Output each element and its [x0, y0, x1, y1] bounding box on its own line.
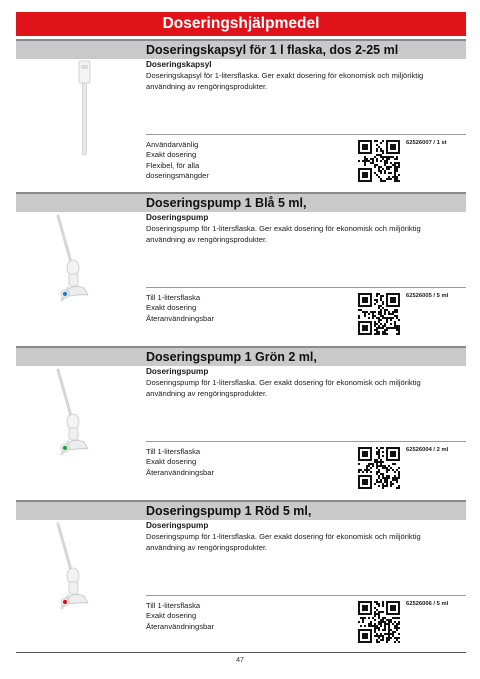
product-image — [38, 518, 108, 628]
footer-divider — [16, 652, 466, 653]
qr-code — [358, 140, 400, 182]
feature-item: Till 1-litersflaska — [146, 601, 201, 610]
feature-item: Återanvändningsbar — [146, 467, 214, 477]
product-features — [146, 293, 214, 324]
product-section — [16, 346, 466, 496]
product-subtitle: Doseringspump — [146, 213, 209, 222]
feature-item: Exakt dosering — [146, 303, 197, 313]
article-number: 62526007 / 1 st — [406, 140, 447, 146]
product-header — [16, 39, 466, 59]
feature-item: Exakt dosering — [146, 611, 197, 621]
product-description: Doseringspump för 1-litersflaska. Ger exakt dosering för ekonomisk och miljöriktig användning av rengöringsprodukter. — [146, 532, 421, 552]
feature-item: Återanvändningsbar — [146, 313, 214, 323]
product-header — [16, 346, 466, 366]
product-header — [16, 500, 466, 520]
page-number: 47 — [236, 657, 244, 664]
feature-item: doseringsmängder — [146, 171, 209, 181]
feature-item: Exakt dosering — [146, 457, 197, 467]
divider — [146, 134, 466, 135]
product-subtitle: Doseringspump — [146, 367, 209, 376]
product-features — [146, 447, 214, 478]
product-image — [38, 57, 108, 167]
product-header — [16, 192, 466, 212]
product-image — [38, 364, 108, 474]
product-description: Doseringspump för 1-litersflaska. Ger exakt dosering för ekonomisk och miljöriktig användning av rengöringsprodukter. — [146, 378, 421, 398]
qr-code — [358, 293, 400, 335]
product-section — [16, 500, 466, 650]
product-title: Doseringspump 1 Röd 5 ml, — [146, 504, 312, 518]
feature-item: Exakt dosering — [146, 150, 197, 160]
qr-code — [358, 601, 400, 643]
qr-code — [358, 447, 400, 489]
product-features — [146, 601, 214, 632]
product-description: Doseringspump för 1-litersflaska. Ger exakt dosering för ekonomisk och miljöriktig användning av rengöringsprodukter. — [146, 224, 421, 244]
feature-item: Till 1-litersflaska — [146, 447, 201, 456]
feature-item: Till 1-litersflaska — [146, 293, 201, 302]
article-number: 62526006 / 5 ml — [406, 601, 449, 607]
product-section — [16, 39, 466, 189]
product-section — [16, 192, 466, 342]
product-features — [146, 140, 209, 182]
article-number: 62526004 / 2 ml — [406, 447, 449, 453]
catalog-banner: Doseringshjälpmedel — [16, 12, 466, 36]
feature-item: Användarvänlig — [146, 140, 199, 149]
product-subtitle: Doseringspump — [146, 521, 209, 530]
product-title: Doseringspump 1 Grön 2 ml, — [146, 350, 317, 364]
divider — [146, 441, 466, 442]
product-title: Doseringspump 1 Blå 5 ml, — [146, 196, 307, 210]
product-subtitle: Doseringskapsyl — [146, 60, 212, 69]
divider — [146, 595, 466, 596]
product-image — [38, 210, 108, 320]
feature-item: Återanvändningsbar — [146, 621, 214, 631]
divider — [146, 287, 466, 288]
feature-item: Flexibel, för alla — [146, 160, 200, 170]
article-number: 62526005 / 5 ml — [406, 293, 449, 299]
product-title: Doseringskapsyl för 1 l flaska, dos 2-25 ml — [146, 43, 399, 57]
product-description: Doseringskapsyl för 1-litersflaska. Ger exakt dosering för ekonomisk och miljöriktig användning av rengöringsprodukter. — [146, 71, 424, 91]
